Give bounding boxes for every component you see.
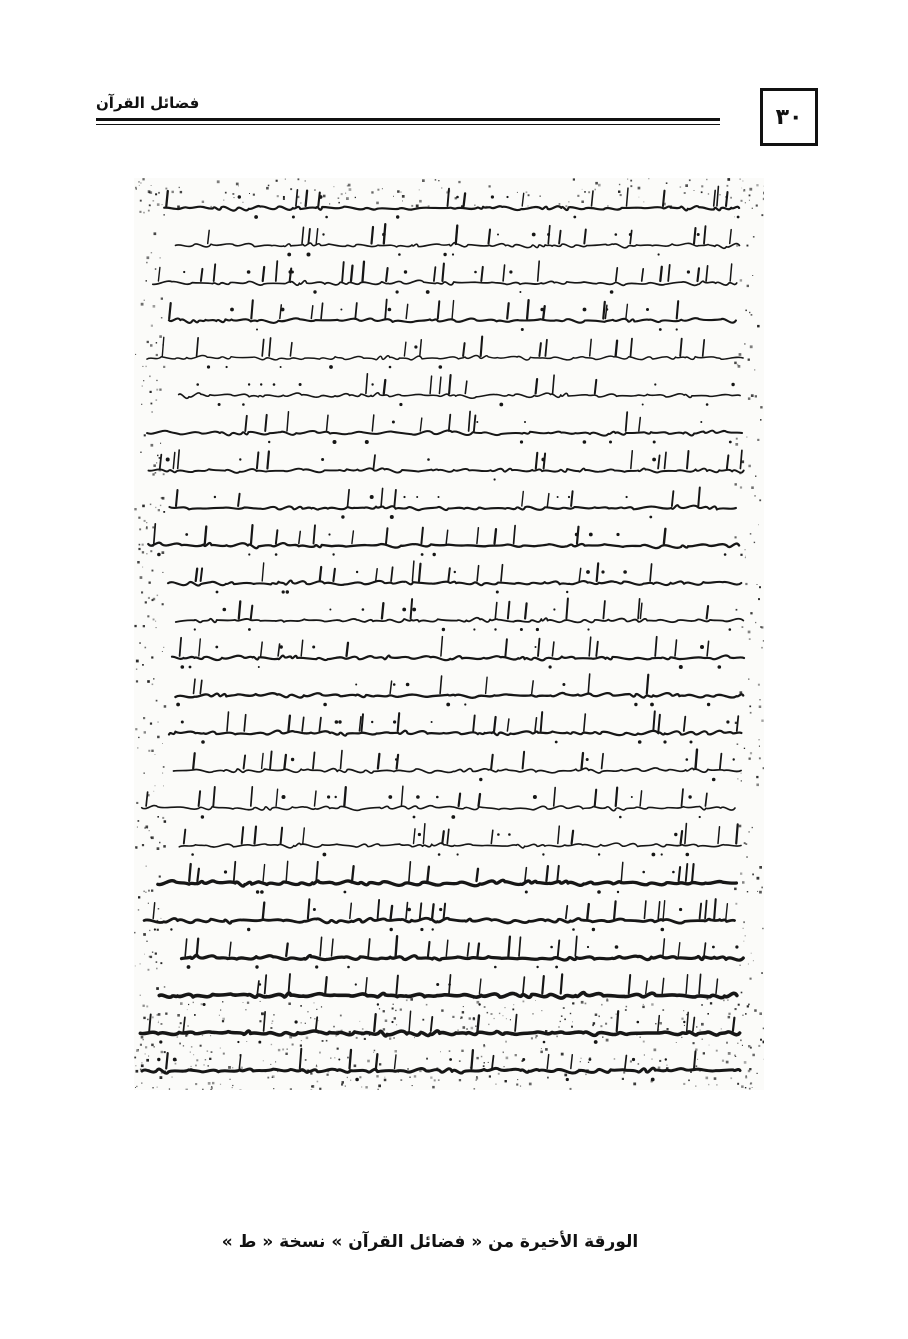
manuscript-line [149,450,744,481]
manuscript-line [169,300,736,332]
running-head-title: فضائل القرآن [96,94,200,112]
manuscript-line [174,750,742,782]
manuscript-line [169,711,741,743]
manuscript-line [179,824,741,857]
manuscript-line [175,674,743,706]
manuscript-line [159,974,737,1006]
header-rule-thick [96,118,720,121]
manuscript-line [142,786,735,819]
figure-caption: الورقة الأخيرة من « فضائل القرآن » نسخة « ط » [221,1232,639,1252]
scan-noise [134,178,764,1090]
manuscript-line [148,524,739,557]
manuscript-line [158,861,737,893]
manuscript-line [142,1049,740,1082]
manuscript-line [140,1011,739,1044]
manuscript-line [179,374,740,407]
header-rule-thin [96,124,720,125]
manuscript-line [182,936,744,969]
manuscript-line [172,637,744,669]
manuscript-line [144,899,734,931]
page-number-box [760,88,818,146]
manuscript-line [168,561,741,594]
manuscript-scan-image [134,178,764,1090]
manuscript-line [147,337,743,369]
manuscript-line [153,261,737,294]
manuscript-line [176,224,740,256]
manuscript-line [170,488,736,520]
manuscript-line [164,186,739,219]
manuscript-line [176,599,744,632]
manuscript-line [147,412,742,445]
page-number: ٣٠ [775,104,803,130]
